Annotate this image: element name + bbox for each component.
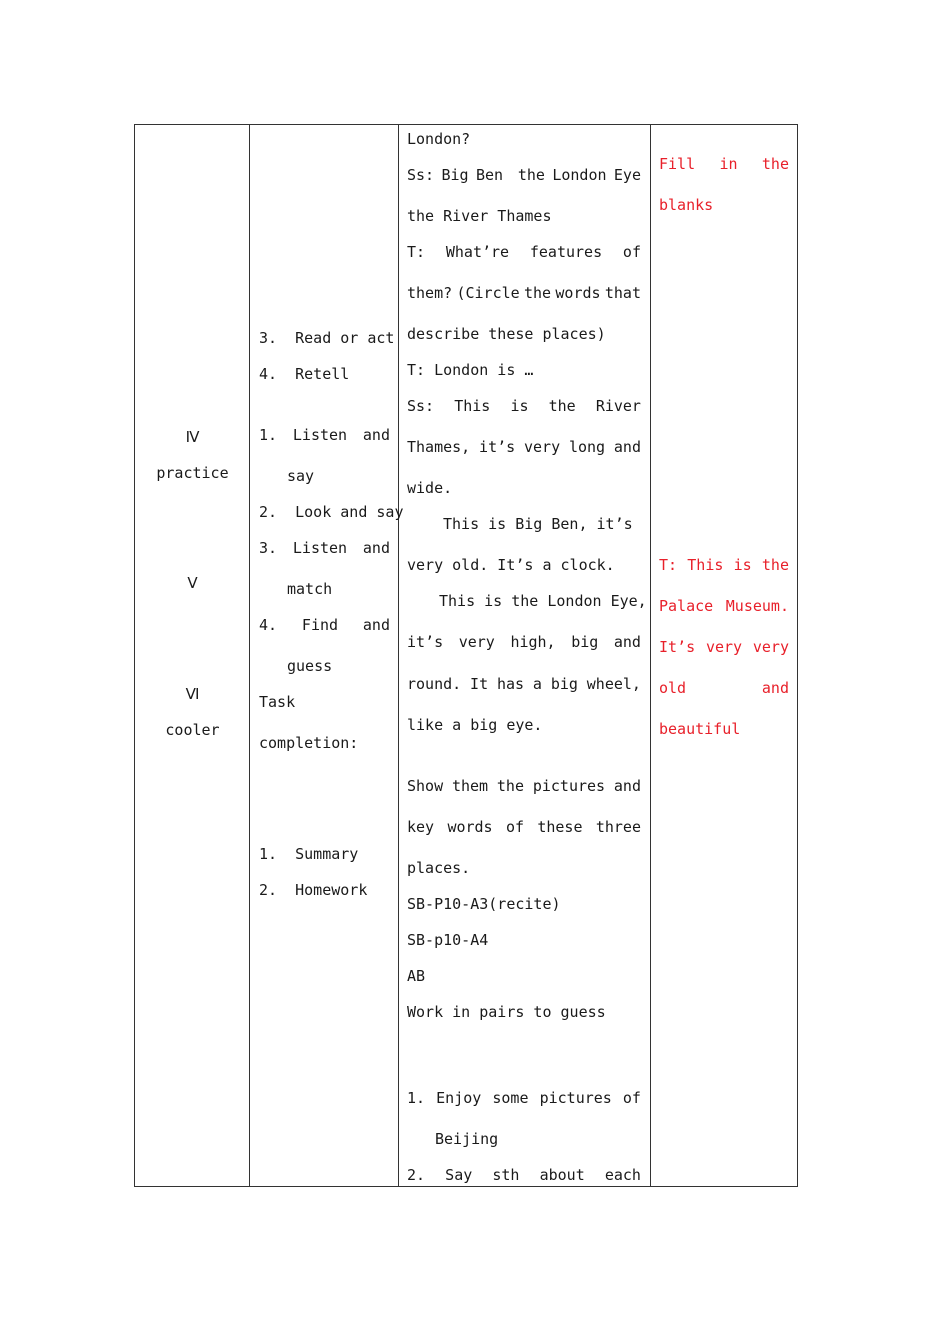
proc-line-13: This is the London Eye, (439, 592, 647, 610)
activity-listen-and-match-cont: match (287, 580, 333, 598)
stage-6-label: cooler (165, 721, 220, 739)
stage-5-numeral: Ⅴ (187, 574, 198, 592)
note-palace-museum: Palace Museum. (659, 597, 789, 615)
activity-listen-and-say: 1. Listen and (259, 426, 390, 444)
activity-listen-and-match: 3. Listen and (259, 539, 390, 557)
proc-line-26: 2. Say sth about each (407, 1166, 641, 1184)
proc-line-20: SB-P10-A3(recite) (407, 895, 561, 913)
lesson-plan-table (134, 124, 798, 1187)
proc-line-25: Beijing (435, 1130, 499, 1148)
column-divider-3 (650, 125, 651, 1186)
activity-homework: 2. Homework (259, 881, 368, 899)
proc-line-10: wide. (407, 479, 453, 497)
activity-look-and-say: 2. Look and say (259, 503, 404, 521)
proc-line-01: London? (407, 130, 471, 148)
column-divider-2 (398, 125, 399, 1186)
proc-line-02: Ss: Big Ben the London Eye (407, 166, 641, 184)
proc-line-19: places. (407, 859, 471, 877)
completion-label: completion: (259, 734, 359, 752)
proc-line-23: Work in pairs to guess (407, 1003, 606, 1021)
note-old-and: old and (659, 679, 789, 697)
proc-line-07: T: London is … (407, 361, 534, 379)
note-fill-in-the: Fill in the (659, 155, 789, 173)
proc-line-21: SB-p10-A4 (407, 931, 489, 949)
task-label: Task (259, 693, 296, 711)
proc-line-03: the River Thames (407, 207, 552, 225)
stage-6-numeral: Ⅵ (185, 685, 200, 703)
proc-line-24: 1. Enjoy some pictures of (407, 1089, 641, 1107)
proc-line-06: describe these places) (407, 325, 606, 343)
proc-line-17: Show them the pictures and (407, 777, 641, 795)
activity-retell: 4. Retell (259, 365, 350, 383)
stage-4-label: practice (156, 464, 229, 482)
note-beautiful: beautiful (659, 720, 741, 738)
proc-line-14: it’s very high, big and (407, 633, 641, 651)
activity-find-and-guess-cont: guess (287, 657, 333, 675)
column-divider-1 (249, 125, 250, 1186)
stage-4-numeral: Ⅳ (185, 428, 200, 446)
activity-read-or-act: 3. Read or act (259, 329, 395, 347)
note-blanks: blanks (659, 196, 714, 214)
activity-summary: 1. Summary (259, 845, 359, 863)
proc-line-12: very old. It’s a clock. (407, 556, 615, 574)
proc-line-09: Thames, it’s very long and (407, 438, 641, 456)
activity-listen-and-say-cont: say (287, 467, 315, 485)
note-this-is-the: T: This is the (659, 556, 789, 574)
activity-find-and-guess: 4. Find and (259, 616, 390, 634)
note-its-very-very: It’s very very (659, 638, 789, 656)
proc-line-05: them? (Circle the words that (407, 284, 641, 302)
proc-line-22: AB (407, 967, 426, 985)
proc-line-16: like a big eye. (407, 716, 543, 734)
proc-line-15: round. It has a big wheel, (407, 675, 641, 693)
proc-line-11: This is Big Ben, it’s (443, 515, 633, 533)
proc-line-18: key words of these three (407, 818, 641, 836)
proc-line-08: Ss: This is the River (407, 397, 641, 415)
proc-line-04: T: What’re features of (407, 243, 641, 261)
